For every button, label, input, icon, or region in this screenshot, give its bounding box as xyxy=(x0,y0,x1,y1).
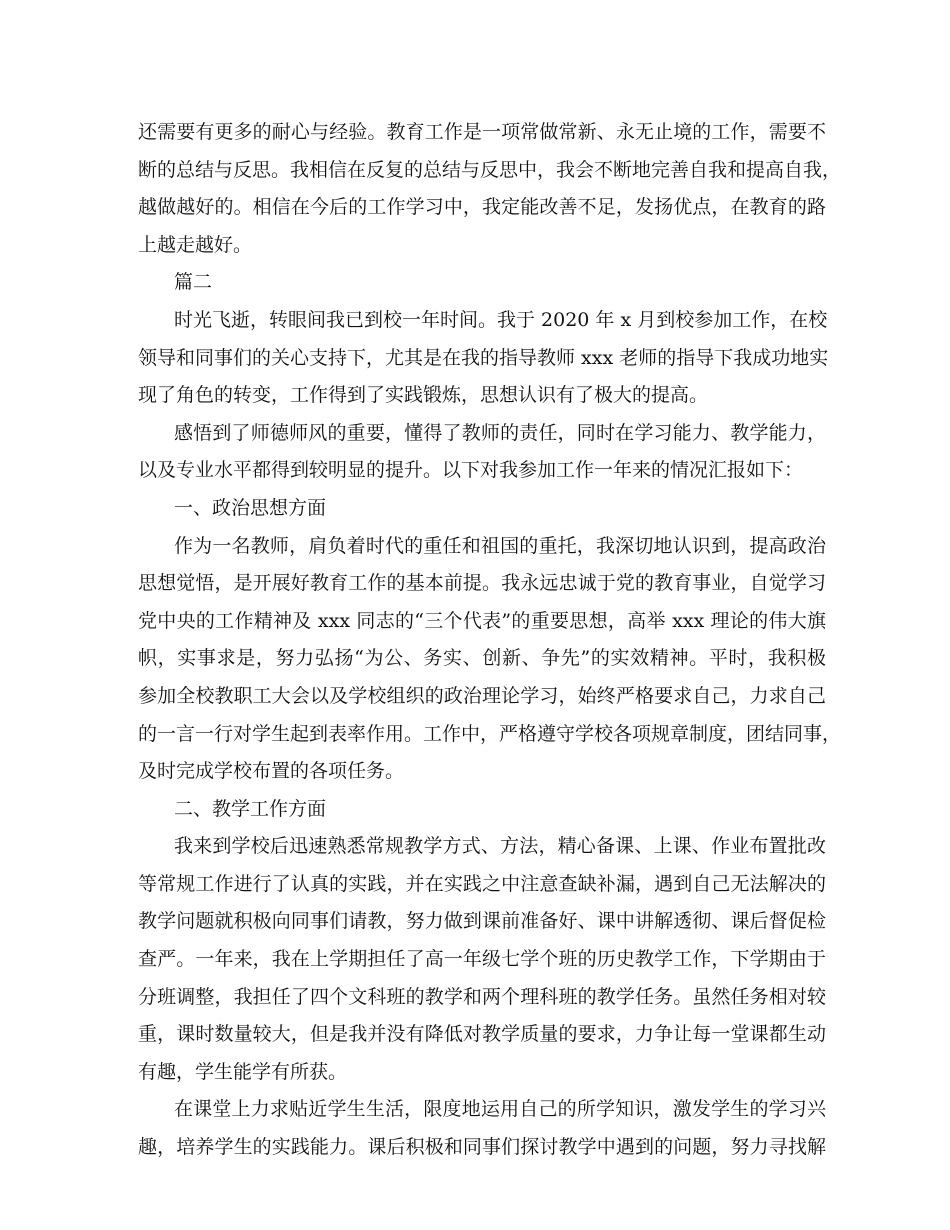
text-line: 还需要有更多的耐心与经验。教育工作是一项常做常新、永无止境的工作，需要不 xyxy=(138,121,826,143)
text-line: 查严。一年来，我在上学期担任了高一年级七学个班的历史教学工作，下学期由于 xyxy=(138,948,826,971)
text-line: 分班调整，我担任了四个文科班的教学和两个理科班的教学任务。虽然任务相对较 xyxy=(138,985,826,1008)
text-line: 上越走越好。 xyxy=(138,233,253,256)
text-line: 思想觉悟，是开展好教育工作的基本前提。我永远忠诚于党的教育事业，自觉学习 xyxy=(138,572,826,595)
text-line: 断的总结与反思。我相信在反复的总结与反思中，我会不断地完善自我和提高自我， xyxy=(138,158,842,181)
text-line: 领导和同事们的关心支持下，尤其是在我的指导教师 xxx 老师的指导下我成功地实 xyxy=(138,346,829,369)
text-line: 二、教学工作方面 xyxy=(174,797,327,820)
text-line: 越做越好的。相信在今后的工作学习中，我定能改善不足，发扬优点，在教育的路 xyxy=(138,196,826,219)
text-line: 重，课时数量较大，但是我并没有降低对教学质量的要求，力争让每一堂课都生动 xyxy=(138,1023,826,1046)
text-line: 党中央的工作精神及 xxx 同志的“三个代表”的重要思想，高举 xxx 理论的伟大旗 xyxy=(138,609,826,632)
text-line: 现了角色的转变，工作得到了实践锻炼，思想认识有了极大的提高。 xyxy=(138,384,709,407)
text-line: 以及专业水平都得到较明显的提升。以下对我参加工作一年来的情况汇报如下： xyxy=(138,459,804,482)
text-line: 有趣，学生能学有所获。 xyxy=(138,1060,348,1083)
document-body xyxy=(138,114,842,1167)
text-line: 参加全校教职工大会以及学校组织的政治理论学习，始终严格要求自己，力求自己 xyxy=(138,684,826,707)
text-line: 我来到学校后迅速熟悉常规教学方式、方法，精心备课、上课、作业布置批改 xyxy=(174,835,826,858)
text-line: 感悟到了师德师风的重要，懂得了教师的责任，同时在学习能力、教学能力， xyxy=(174,421,826,444)
text-line: 一、政治思想方面 xyxy=(174,496,327,519)
text-line: 作为一名教师，肩负着时代的重任和祖国的重托，我深切地认识到，提高政治 xyxy=(174,534,826,557)
text-line: 时光飞逝，转眼间我已到校一年时间。我于 2020 年 x 月到校参加工作，在校 xyxy=(174,308,828,331)
text-line: 的一言一行对学生起到表率作用。工作中，严格遵守学校各项规章制度，团结同事， xyxy=(138,722,842,745)
text-line: 等常规工作进行了认真的实践，并在实践之中注意查缺补漏，遇到自己无法解决的 xyxy=(138,872,826,895)
text-line: 及时完成学校布置的各项任务。 xyxy=(138,760,405,783)
text-line: 篇二 xyxy=(174,271,213,294)
text-line: 帜，实事求是，努力弘扬“为公、务实、创新、争先”的实效精神。平时，我积极 xyxy=(138,647,826,670)
text-line: 趣，培养学生的实践能力。课后积极和同事们探讨教学中遇到的问题，努力寻找解 xyxy=(138,1136,826,1159)
text-line: 在课堂上力求贴近学生生活，限度地运用自己的所学知识，激发学生的学习兴 xyxy=(174,1098,826,1121)
text-line: 教学问题就积极向同事们请教，努力做到课前准备好、课中讲解透彻、课后督促检 xyxy=(138,910,826,933)
